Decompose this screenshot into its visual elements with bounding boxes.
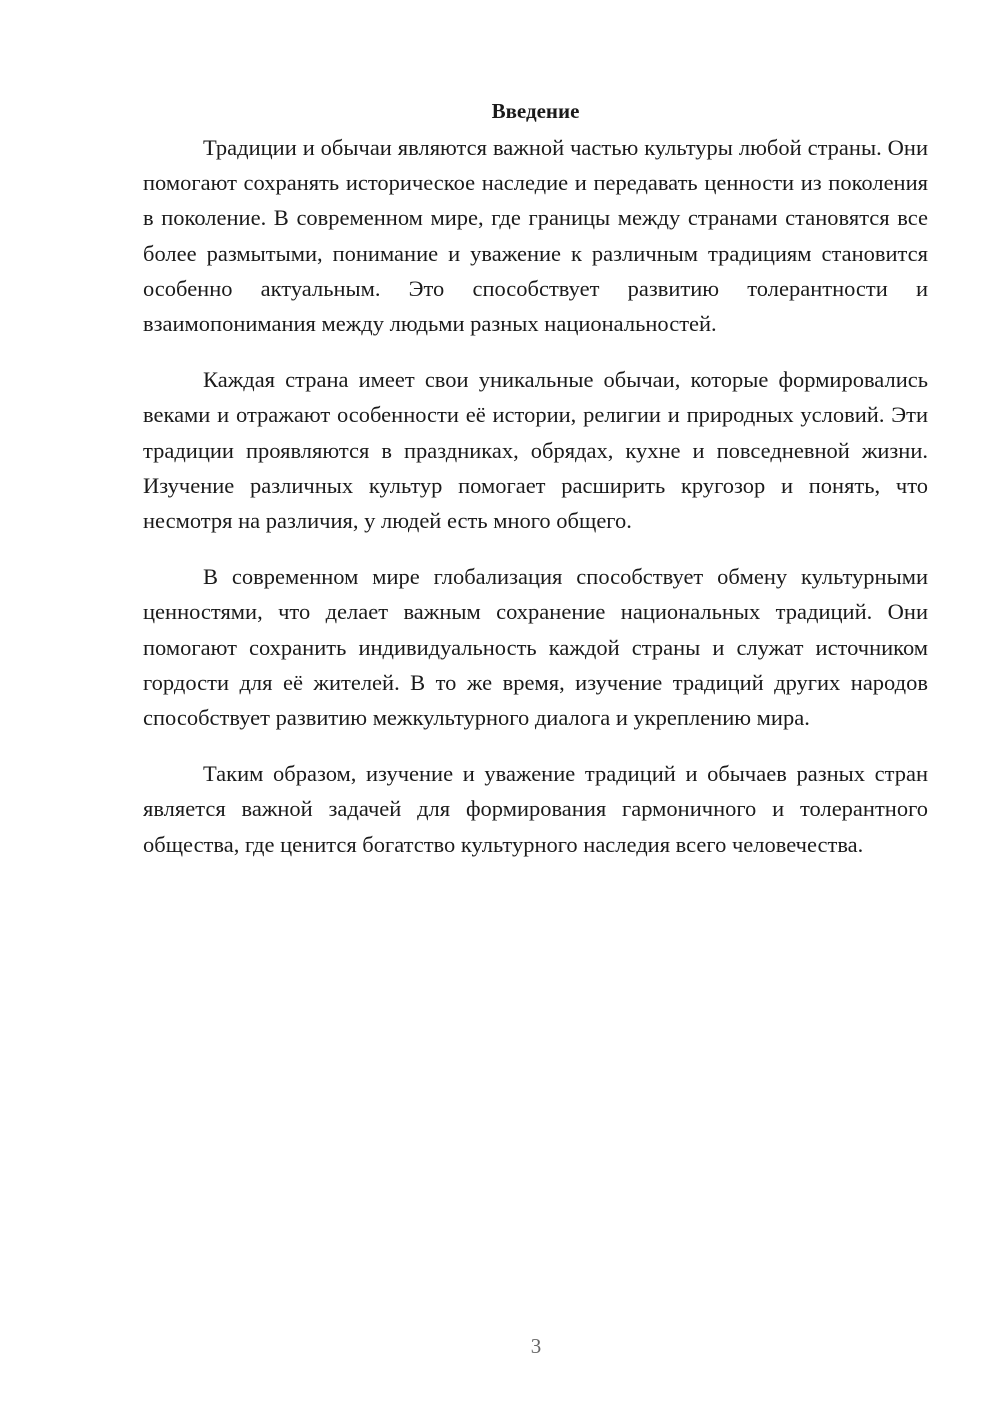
paragraph-4: Таким образом, изучение и уважение традиций и обычаев разных стран является важной задачей для формирования гармоничного и толерантного общества, где ценится богатство культурного наследия всего человечества. bbox=[143, 761, 928, 857]
page-number: 3 bbox=[530, 1334, 542, 1358]
paragraph-1: Традиции и обычаи являются важной частью культуры любой страны. Они помогают сохранять историческое наследие и передавать ценности из поколения в поколение. В современном мире, где границы между странами становятся все более размытыми, понимание и уважение к различным традициям становится особенно актуальным. Это способствует развитию толерантности и взаимопонимания между людьми разных национальностей. bbox=[143, 135, 928, 337]
page-title: Введение bbox=[491, 99, 580, 123]
paragraph-2: Каждая страна имеет свои уникальные обычаи, которые формировались веками и отражают особенности её истории, религии и природных условий. Эти традиции проявляются в праздниках, обрядах, кухне и повседневной жизни. Изучение различных культур помогает расширить кругозор и понять, что несмотря на различия, у людей есть много общего. bbox=[143, 367, 928, 534]
page-content bbox=[143, 96, 928, 883]
paragraph-3: В современном мире глобализация способствует обмену культурными ценностями, что делает важным сохранение национальных традиций. Они помогают сохранить индивидуальность каждой страны и служат источником гордости для её жителей. В то же время, изучение традиций других народов способствует развитию межкультурного диалога и укреплению мира. bbox=[143, 564, 928, 731]
